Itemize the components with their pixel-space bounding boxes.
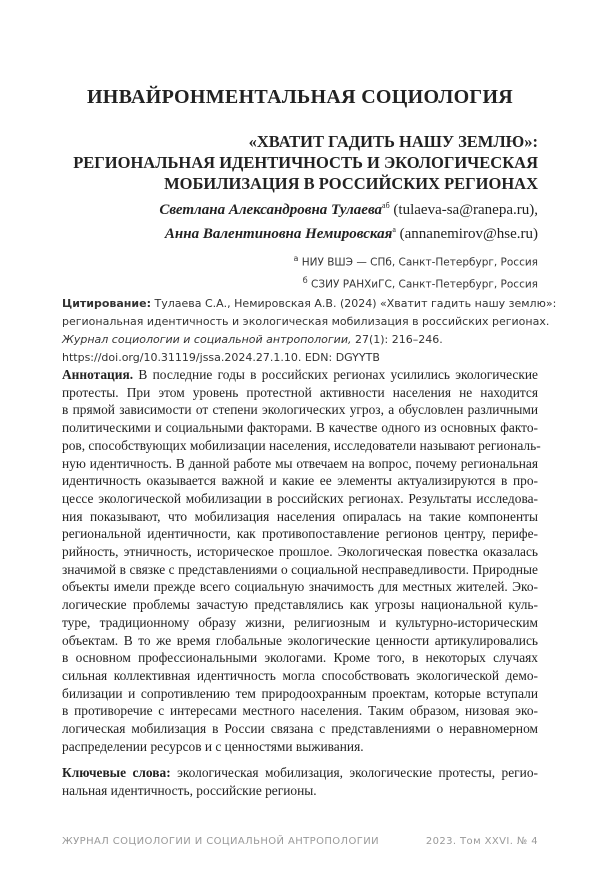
title-line: «ХВАТИТ ГАДИТЬ НАШУ ЗЕМЛЮ»:	[73, 131, 538, 152]
author-name: Светлана Александровна Тулаева	[159, 202, 382, 218]
abstract-line: ную идентичность. В данной работе мы отвечаем на вопрос, почему региональная	[62, 455, 538, 473]
abstract-label: Аннотация.	[62, 367, 133, 382]
abstract-line: в прямой зависимости от степени экологических угроз, а обусловлен различными	[62, 401, 538, 419]
keywords-line	[62, 764, 538, 782]
citation-journal: Журнал социологии и социальной антропологии,	[62, 333, 351, 346]
abstract-line: в противоречие с интересами местного населения. Таким образом, низовая эко-	[62, 702, 538, 720]
abstract-line: рийность, этничность, историческое прошлое. Экологическая повестка оказалась	[62, 543, 538, 561]
abstract-line: билизации и сопротивлению тем природоохранным проектам, которые вступали	[62, 685, 538, 703]
citation-line: региональная идентичность и экологическая мобилизация в российских регионах.	[62, 313, 540, 331]
author-affil-mark: а	[392, 225, 396, 234]
author	[159, 220, 538, 244]
keywords	[62, 764, 538, 800]
author-email[interactable]: (annanemirov@hse.ru)	[400, 226, 538, 242]
abstract-line	[62, 366, 538, 384]
affil-mark: б	[303, 276, 308, 285]
citation-line	[62, 295, 540, 313]
abstract-line: логическая мобилизация в России связана с представлениями о неравномерном	[62, 720, 538, 738]
keywords-text: экологическая мобилизация, экологические протесты, регио-	[171, 765, 538, 780]
abstract-line: цессе экологической мобилизации в российских регионах. Результаты исследова-	[62, 490, 538, 508]
abstract-line: в основном профессиональными экологами. Кроме того, в некоторых случаях	[62, 649, 538, 667]
abstract-line: туре, традиционному образу жизни, религиозным и культурно-историческим	[62, 614, 538, 632]
abstract-line: объектам. В то же время глобальные экологические ценности артикулировались	[62, 632, 538, 650]
footer-journal: ЖУРНАЛ СОЦИОЛОГИИ И СОЦИАЛЬНОЙ АНТРОПОЛОГИИ	[62, 836, 379, 847]
citation-text: Тулаева С.А., Немировская А.В. (2024) «Хватит гадить нашу землю»:	[151, 297, 556, 310]
abstract-line: распределении ресурсов и с ценностями выживания.	[62, 738, 538, 756]
affil-text: СЗИУ РАНХиГС, Санкт-Петербург, Россия	[308, 278, 538, 290]
title-line: МОБИЛИЗАЦИЯ В РОССИЙСКИХ РЕГИОНАХ	[73, 173, 538, 194]
affiliation	[293, 250, 538, 272]
keywords-line: нальная идентичность, российские регионы.	[62, 782, 538, 800]
abstract-line: идентичность оказывается важной и какие ее элементы актуализируются в про-	[62, 472, 538, 490]
author-affil-mark: аб	[382, 201, 390, 210]
abstract-line: сильная коллективная идентичность могла способствовать экологической демо-	[62, 667, 538, 685]
abstract-line: ров, способствующих мобилизации населения, исследователи называют региональ-	[62, 437, 538, 455]
citation-text: 27(1): 216–246.	[351, 333, 442, 346]
abstract-line: ния показывают, что мобилизация населения опиралась на такие компоненты	[62, 508, 538, 526]
author	[159, 196, 538, 220]
article-title	[73, 131, 538, 194]
abstract	[62, 366, 538, 755]
citation-label: Цитирование:	[62, 297, 151, 310]
keywords-label: Ключевые слова:	[62, 765, 171, 780]
abstract-text: В последние годы в российских регионах усилились экологические	[133, 367, 538, 382]
abstract-line: значимой в связке с представлениями о социальной несправедливости. Природные	[62, 561, 538, 579]
abstract-line: протесты. При этом уровень протестной активности населения не находится	[62, 384, 538, 402]
abstract-line: логические проблемы зачастую представлялись как угрозы национальной куль-	[62, 596, 538, 614]
author-email[interactable]: (tulaeva-sa@ranepa.ru),	[393, 202, 538, 218]
document-page	[0, 0, 600, 878]
section-heading: ИНВАЙРОНМЕНТАЛЬНАЯ СОЦИОЛОГИЯ	[0, 86, 600, 109]
affiliation	[293, 272, 538, 294]
title-line: РЕГИОНАЛЬНАЯ ИДЕНТИЧНОСТЬ И ЭКОЛОГИЧЕСКАЯ	[73, 152, 538, 173]
footer-issue: 2023. Том XXVI. № 4	[426, 836, 538, 847]
abstract-line: политическими и социальными факторами. В качестве одного из основных факто-	[62, 419, 538, 437]
affiliations	[293, 250, 538, 293]
citation-doi[interactable]: https://doi.org/10.31119/jssa.2024.27.1.10. EDN: DGYYTB	[62, 349, 540, 367]
affil-mark: а	[293, 254, 298, 263]
abstract-body	[62, 384, 538, 756]
citation	[62, 295, 540, 367]
authors	[159, 196, 538, 244]
author-name: Анна Валентиновна Немировская	[165, 226, 392, 242]
abstract-line: региональной идентичности, как противопоставление регионов центру, перифе-	[62, 525, 538, 543]
abstract-line: объекты имели прежде всего социальную значимость для местных жителей. Эко-	[62, 578, 538, 596]
citation-line	[62, 331, 540, 349]
affil-text: НИУ ВШЭ — СПб, Санкт-Петербург, Россия	[298, 257, 538, 269]
page-footer	[62, 836, 538, 847]
